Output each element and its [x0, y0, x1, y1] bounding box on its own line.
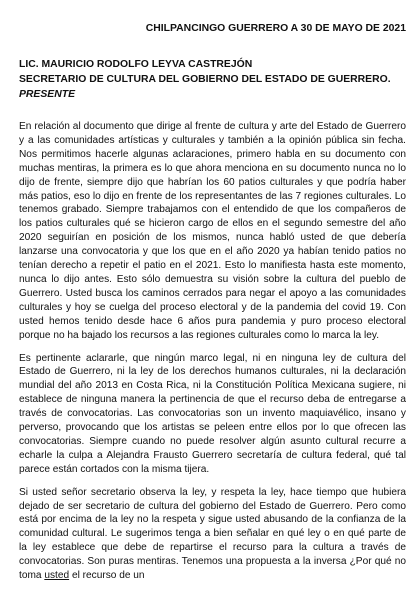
body-paragraph-3-text: Si usted señor secretario observa la ley, y respeta la ley, hace tiempo que hubiera dejado de ser secretario de cultura del gobierno del Estado de Guerrero. Pero como está por encima de la ley no la respeta y sigue usted abusando de la confianza de la comunidad cultural. Le sugerimos tenga a bien señalar en qué ley o en qué parte de la ley establece que debe de repartirse el recurso para la cultura a través de convocatorias. Son puras mentiras. Tenemos una propuesta a la inversa ¿Por qué no toma [19, 486, 406, 582]
body-paragraph-1: En relación al documento que dirige al frente de cultura y arte del Estado de Guerrero y a las comunidades artísticas y culturales y también a la opinión pública sin fecha. Nos permitimos hacerle algunas aclaraciones, primero habla en su documento con muchas mentiras, la primera es lo que ahora menciona en su documento nunca no lo dijo de frente, siempre dijo que habrían los 60 patios culturales y que podría haber más patios, eso lo dijo en frente de los representantes de las 7 regiones culturales. Lo tenemos grabado. Siempre trabajamos con el entendido de que los compañeros de los patios culturales qué se hicieron cargo de ellos en el segundo semestre del año 2020 seguirían en posición de los mismos, nunca habló usted de que debería lanzarse una convocatoria y que los que en el año 2020 ya habían tenido patios no tenían derecho a repetir el patio en el 2021. Esto lo manifiesta hasta este momento, nunca lo dijo antes. Esto sólo demuestra su visión sobre la cultura del pueblo de Guerrero. Usted busca los caminos cerrados para negar el apoyo a las comunidades culturales y hoy se cuelga del proceso electoral y de la pandemia del covid 19. Con usted hemos tenido desde hace 6 años pura pandemia y puro proceso electoral porque no ha bajado los recursos a las regiones culturales como lo marca la ley. [19, 121, 406, 341]
addressee-name: LIC. MAURICIO RODOLFO LEYVA CASTREJÓN [19, 59, 253, 70]
body-paragraph-3 [19, 486, 406, 583]
dateline: CHILPANCINGO GUERRERO A 30 DE MAYO DE 2021 [145, 23, 406, 34]
addressee-position: SECRETARIO DE CULTURA DEL GOBIERNO DEL ESTADO DE GUERRERO. [19, 74, 391, 85]
addressee-block [19, 57, 406, 102]
addressee-salutation: PRESENTE [19, 89, 76, 100]
body-paragraph-3-tail: el recurso de un [71, 570, 145, 582]
underlined-word: usted [44, 570, 70, 582]
letter-body [19, 120, 406, 583]
body-paragraph-2: Es pertinente aclararle, que ningún marco legal, ni en ninguna ley de cultura del Estado de Guerrero, ni la ley de los derechos humanos culturales, ni la declaración mundial del año 2013 en Costa Rica, ni la Constitución Política Mexicana sugiere, ni establece de ninguna manera la pertinencia de que el recurso deba de entregarse a través de convocatorias. Las convocatorias son un invento maquiavélico, insano y perverso, provocando que los artistas se peleen entre ellos por lo que ofrecen las convocatorias. Siempre cuando no puede resolver algún asunto cultural recurre a echarle la culpa a Alejandra Frausto Guerrero secretaría de cultura federal, qué tal parece están cortados con la misma tijera. [19, 352, 406, 475]
